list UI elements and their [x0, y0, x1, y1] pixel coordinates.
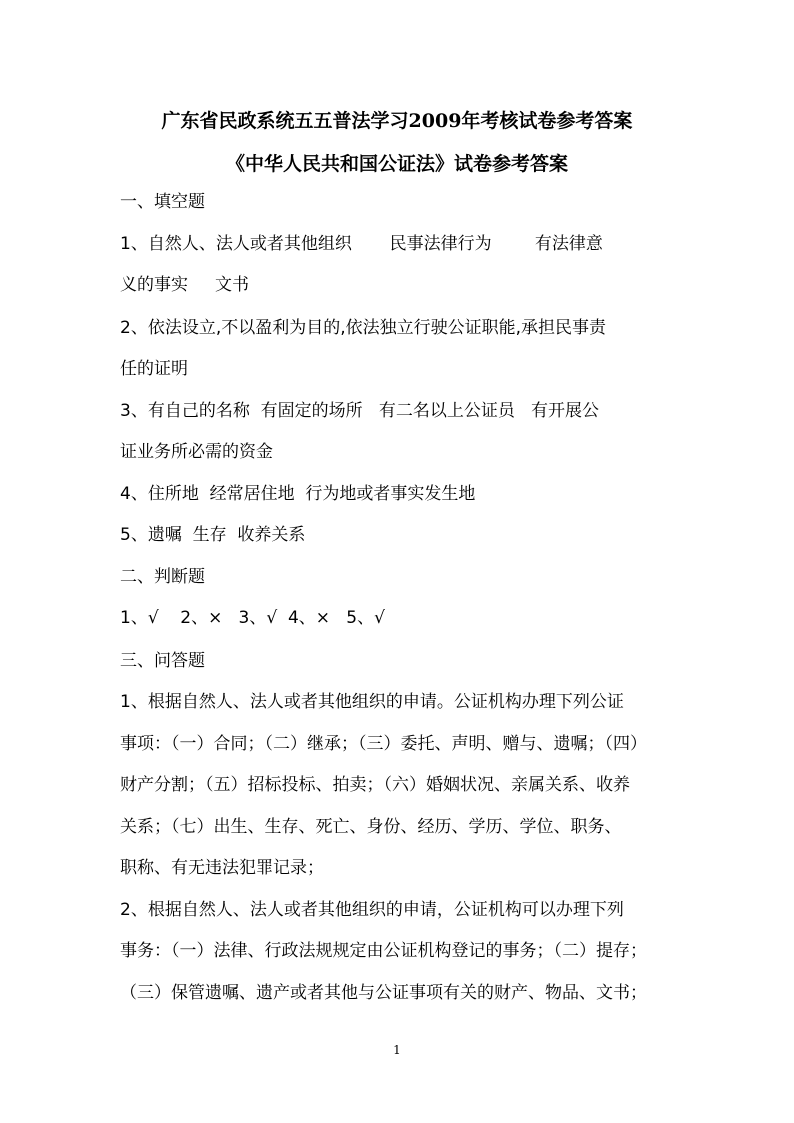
- answer-line: 1、根据自然人、法人或者其他组织的申请。公证机构办理下列公证: [120, 692, 624, 712]
- answer-line: 5、遗嘱 生存 收养关系: [120, 525, 306, 545]
- answer-line: 财产分割；（五）招标投标、拍卖；（六）婚姻状况、亲属关系、收养: [120, 775, 630, 795]
- answer-line: 事务：（一）法律、行政法规规定由公证机构登记的事务；（二）提存；: [120, 941, 647, 961]
- answer-line: （三）保管遗嘱、遗产或者其他与公证事项有关的财产、物品、文书；: [120, 983, 647, 1003]
- answer-line: 3、有自己的名称 有固定的场所 有二名以上公证员 有开展公: [120, 401, 600, 421]
- answer-line: 任的证明: [120, 359, 188, 379]
- section-heading-questions: 三、问答题: [120, 651, 205, 671]
- answer-line: 证业务所必需的资金: [120, 442, 273, 462]
- document-title: 广东省民政系统五五普法学习2009年考核试卷参考答案: [161, 110, 633, 132]
- answer-line: 1、√ 2、× 3、√ 4、× 5、√: [120, 608, 385, 628]
- answer-line: 事项：（一）合同；（二）继承；（三）委托、声明、赠与、遗嘱；（四）: [120, 734, 647, 754]
- document-subtitle: 《中华人民共和国公证法》试卷参考答案: [225, 153, 568, 175]
- answer-line: 义的事实 文书: [120, 275, 250, 295]
- answer-line: 职称、有无违法犯罪记录；: [120, 858, 324, 878]
- answer-line: 2、依法设立,不以盈利为目的,依法独立行驶公证职能,承担民事责: [120, 318, 607, 338]
- answer-line: 2、根据自然人、法人或者其他组织的申请，公证机构可以办理下列: [120, 900, 624, 920]
- answer-line: 关系；（七）出生、生存、死亡、身份、经历、学历、学位、职务、: [120, 817, 622, 837]
- page-number: 1: [393, 1043, 401, 1057]
- answer-line: 4、住所地 经常居住地 行为地或者事实发生地: [120, 484, 476, 504]
- section-heading-fill-in: 一、填空题: [120, 192, 205, 212]
- answer-line: 1、自然人、法人或者其他组织 民事法律行为 有法律意: [120, 234, 603, 254]
- section-heading-true-false: 二、判断题: [120, 567, 205, 587]
